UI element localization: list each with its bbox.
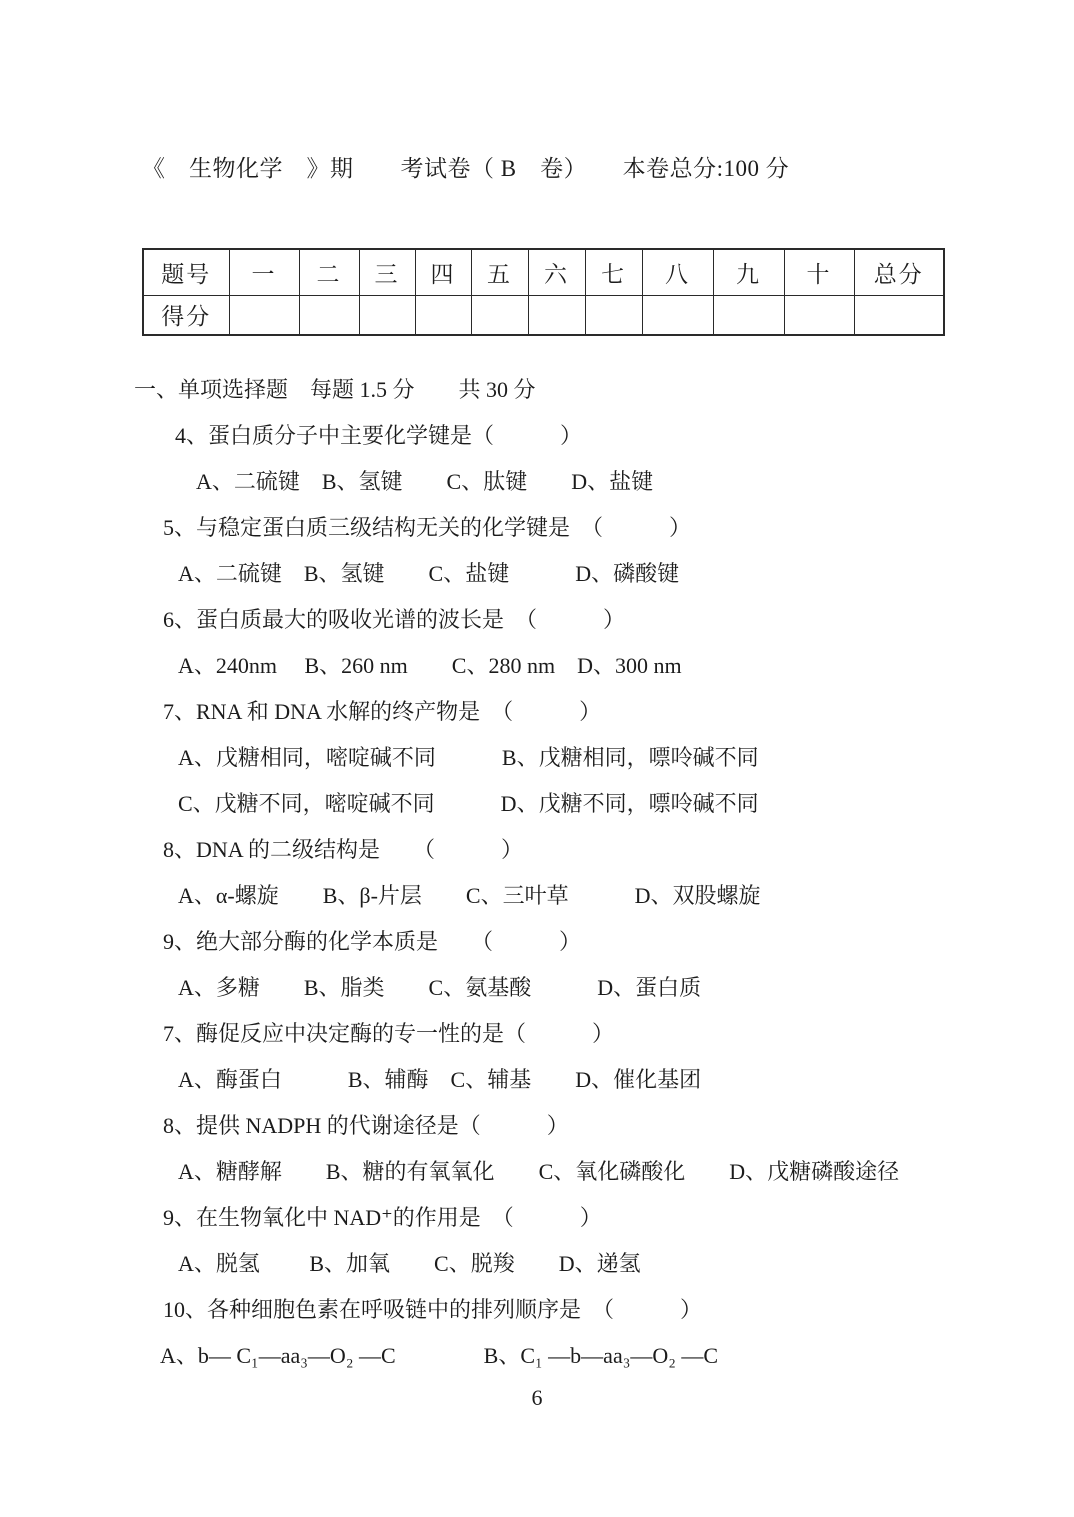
question-8b-text: 8、提供 NADPH 的代谢途径是（ ） [163, 1113, 569, 1138]
score-row-label: 得分 [143, 295, 229, 335]
score-table-header-row [143, 249, 944, 295]
question-10-options: A、b— C₁—aa₃—O₂ —C B、C₁ —b—aa₃—O₂ —C [160, 1343, 719, 1368]
score-cell-1 [229, 295, 299, 335]
table-header-col-5: 五 [471, 249, 528, 295]
question-8-options: A、α-螺旋 B、β-片层 C、三叶草 D、双股螺旋 [178, 883, 761, 908]
question-6-options: A、240nm B、260 nm C、280 nm D、300 nm [178, 653, 682, 678]
question-7-text: 7、RNA 和 DNA 水解的终产物是 （ ） [163, 699, 602, 724]
score-cell-total [854, 295, 944, 335]
question-7b-options: A、酶蛋白 B、辅酶 C、辅基 D、催化基团 [178, 1067, 702, 1092]
table-header-col-6: 六 [528, 249, 585, 295]
question-section [134, 367, 1034, 1379]
score-cell-9 [713, 295, 784, 335]
score-cell-5 [471, 295, 528, 335]
table-header-col-3: 三 [359, 249, 415, 295]
score-cell-6 [528, 295, 585, 335]
question-7b-text: 7、酶促反应中决定酶的专一性的是（ ） [163, 1021, 615, 1046]
question-8b-options: A、糖酵解 B、糖的有氧氧化 C、氧化磷酸化 D、戊糖磷酸途径 [178, 1159, 900, 1184]
score-cell-7 [585, 295, 642, 335]
table-header-col-1: 一 [229, 249, 299, 295]
question-10-text: 10、各种细胞色素在呼吸链中的排列顺序是 （ ） [163, 1297, 703, 1322]
exam-title: 《 生物化学 》期 考试卷（ B 卷） 本卷总分:100 分 [142, 156, 790, 181]
score-cell-4 [415, 295, 471, 335]
score-cell-2 [299, 295, 359, 335]
table-header-col-4: 四 [415, 249, 471, 295]
table-header-question-number: 题号 [143, 249, 229, 295]
question-9b-options: A、脱氢 B、加氧 C、脱羧 D、递氢 [178, 1251, 641, 1276]
question-7-options-cd: C、戊糖不同，嘧啶碱不同 D、戊糖不同，嘌呤碱不同 [178, 791, 759, 816]
question-4-options: A、二硫键 B、氢键 C、肽键 D、盐键 [196, 469, 654, 494]
score-table [142, 248, 945, 336]
question-6-text: 6、蛋白质最大的吸收光谱的波长是 （ ） [163, 607, 626, 632]
question-7-options-ab: A、戊糖相同，嘧啶碱不同 B、戊糖相同，嘌呤碱不同 [178, 745, 759, 770]
score-cell-3 [359, 295, 415, 335]
table-header-total: 总分 [854, 249, 944, 295]
question-8-text: 8、DNA 的二级结构是 （ ） [163, 837, 523, 862]
question-9b-text: 9、在生物氧化中 NAD⁺的作用是 （ ） [163, 1205, 602, 1230]
question-4-text: 4、蛋白质分子中主要化学键是（ ） [175, 423, 583, 448]
page-number: 6 [531, 1385, 543, 1410]
score-cell-8 [642, 295, 713, 335]
table-header-col-7: 七 [585, 249, 642, 295]
score-cell-10 [784, 295, 854, 335]
score-table-score-row [143, 295, 944, 335]
section-heading: 一、单项选择题 每题 1.5 分 共 30 分 [134, 377, 536, 402]
question-9-options: A、多糖 B、脂类 C、氨基酸 D、蛋白质 [178, 975, 702, 1000]
table-header-col-10: 十 [784, 249, 854, 295]
question-9-text: 9、绝大部分酶的化学本质是 （ ） [163, 929, 582, 954]
table-header-col-8: 八 [642, 249, 713, 295]
table-header-col-9: 九 [713, 249, 784, 295]
question-5-options: A、二硫键 B、氢键 C、盐键 D、磷酸键 [178, 561, 680, 586]
table-header-col-2: 二 [299, 249, 359, 295]
question-5-text: 5、与稳定蛋白质三级结构无关的化学键是 （ ） [163, 515, 692, 540]
